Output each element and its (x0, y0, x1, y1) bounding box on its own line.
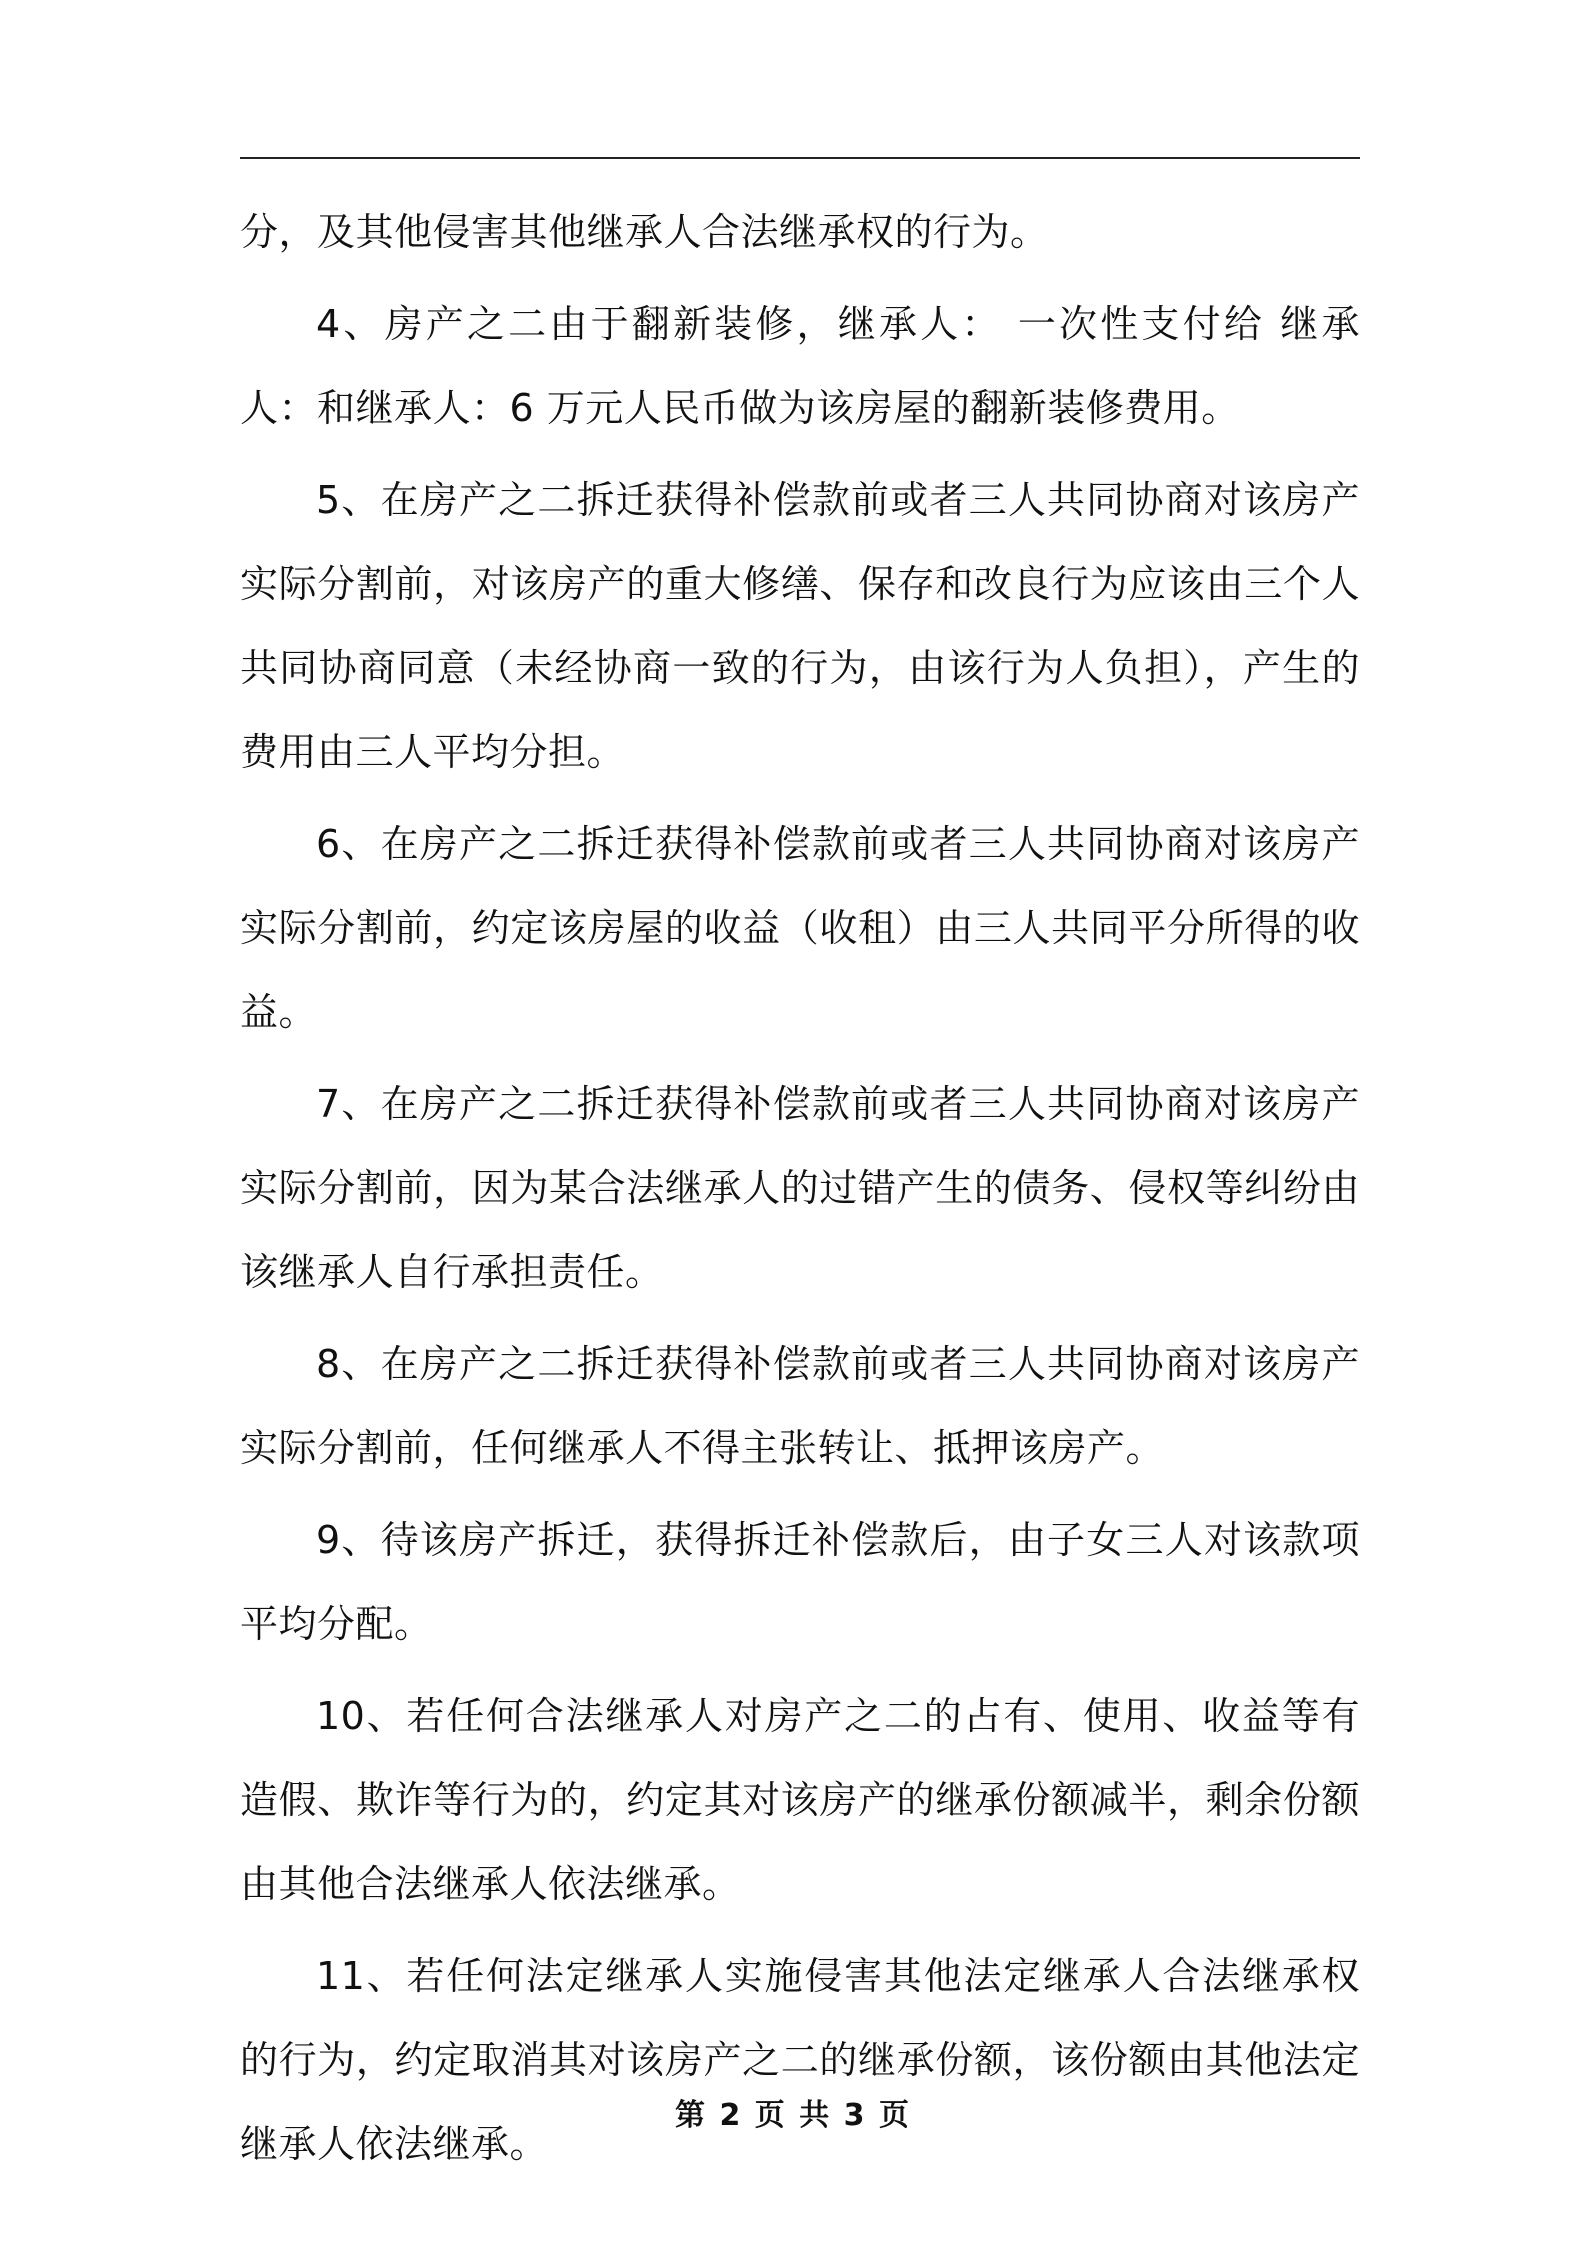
clause-7: 7、在房产之二拆迁获得补偿款前或者三人共同协商对该房产实际分割前，因为某合法继承人的过错产生的债务、侵权等纠纷由该继承人自行承担责任。 (240, 1082, 1360, 1294)
page-number-footer: 第 2 页 共 3 页 (675, 2098, 911, 2133)
clause-11: 11、若任何法定继承人实施侵害其他法定继承人合法继承权的行为，约定取消其对该房产之二的继承份额，该份额由其他法定继承人依法继承。 (240, 1954, 1360, 2166)
paragraph-continued: 分，及其他侵害其他继承人合法继承权的行为。 (240, 210, 1049, 254)
clause-10: 10、若任何合法继承人对房产之二的占有、使用、收益等有造假、欺诈等行为的，约定其对该房产的继承份额减半，剩余份额由其他合法继承人依法继承。 (240, 1694, 1360, 1906)
clause-4: 4、房产之二由于翻新装修，继承人： 一次性支付给 继承人：和继承人：6 万元人民币做为该房屋的翻新装修费用。 (240, 302, 1360, 430)
clause-9: 9、待该房产拆迁，获得拆迁补偿款后，由子女三人对该款项平均分配。 (240, 1518, 1360, 1646)
clause-8: 8、在房产之二拆迁获得补偿款前或者三人共同协商对该房产实际分割前，任何继承人不得主张转让、抵押该房产。 (240, 1342, 1360, 1470)
clause-6: 6、在房产之二拆迁获得补偿款前或者三人共同协商对该房产实际分割前，约定该房屋的收益（收租）由三人共同平分所得的收益。 (240, 822, 1360, 1034)
clause-5: 5、在房产之二拆迁获得补偿款前或者三人共同协商对该房产实际分割前，对该房产的重大修缮、保存和改良行为应该由三个人共同协商同意（未经协商一致的行为，由该行为人负担），产生的费用由三人平均分担。 (240, 478, 1360, 774)
document-body (240, 190, 1360, 2194)
header-rule (240, 157, 1360, 159)
